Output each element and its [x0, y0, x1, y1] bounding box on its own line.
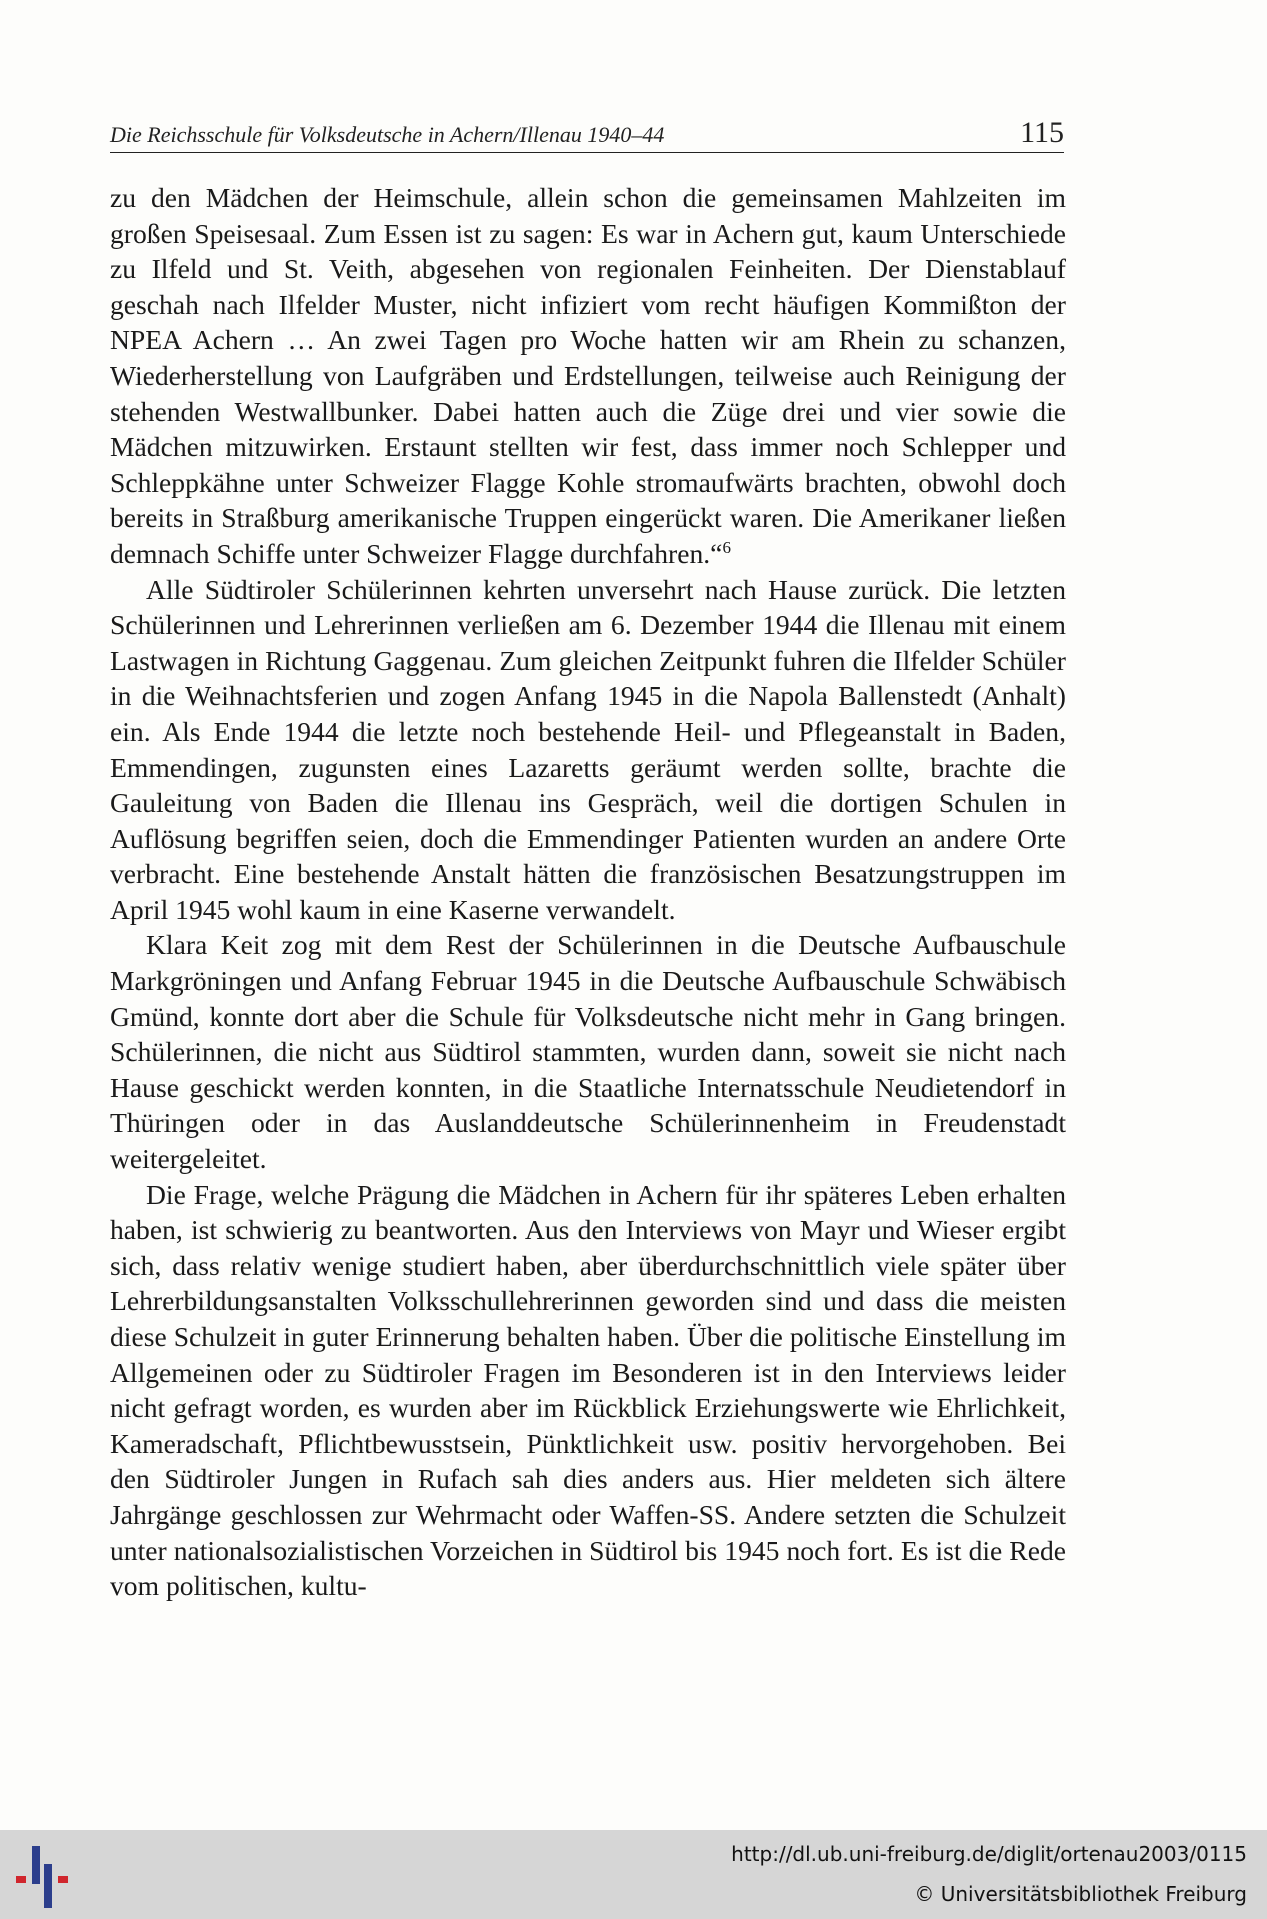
footnote-reference[interactable]: 6	[722, 537, 731, 557]
body-text	[110, 180, 1066, 1604]
source-url-link[interactable]: http://dl.ub.uni-freiburg.de/diglit/ortenau2003/0115	[731, 1842, 1247, 1866]
footer-band	[0, 1830, 1267, 1919]
running-header-title: Die Reichsschule für Volksdeutsche in Achern/Illenau 1940–44	[110, 122, 665, 147]
paragraph-3: Klara Keit zog mit dem Rest der Schülerinnen in die Deutsche Aufbauschule Markgröningen und Anfang Februar 1945 in die Deutsche Aufbauschule Schwäbisch Gmünd, konnte dort aber die Schule für Volksdeutsche nicht mehr in Gang bringen. Schülerinnen, die nicht aus Südtirol stammten, wurden dann, soweit sie nicht nach Hause geschickt werden konnten, in die Staatliche Internatsschule Neudietendorf in Thüringen oder in das Auslanddeutsche Schülerinnenheim in Freudenstadt weitergeleitet.	[110, 929, 1066, 1175]
copyright-notice: © Universitätsbibliothek Freiburg	[914, 1882, 1247, 1906]
paragraph-4: Die Frage, welche Prägung die Mädchen in Achern für ihr späteres Leben erhalten haben, ist schwierig zu beantworten. Aus den Interviews von Mayr und Wieser ergibt sich, dass relativ wenige studiert haben, aber überdurchschnittlich viele später über Lehrerbildungsanstalten Volksschullehrerinnen geworden sind und dass die meisten diese Schulzeit in guter Erinnerung behalten haben. Über die politische Einstellung im Allgemeinen oder zu Südtiroler Fragen im Besonderen ist in den Interviews leider nicht gefragt worden, es wurden aber im Rückblick Erziehungswerte wie Ehrlichkeit, Kameradschaft, Pflichtbewusstsein, Pünktlichkeit usw. positiv hervorgehoben. Bei den Südtiroler Jungen in Rufach sah dies anders aus. Hier meldeten sich ältere Jahrgänge geschlossen zur Wehrmacht oder Waffen-SS. Andere setzten die Schulzeit unter nationalsozialistischen Vorzeichen in Südtirol bis 1945 noch fort. Es ist die Rede vom politischen, kultu-	[110, 1178, 1066, 1602]
paragraph-1	[110, 180, 1066, 572]
paragraph-2: Alle Südtiroler Schülerinnen kehrten unversehrt nach Hause zurück. Die letzten Schülerinnen und Lehrerinnen verließen am 6. Dezember 1944 die Illenau mit einem Lastwagen in Richtung Gaggenau. Zum gleichen Zeitpunkt fuhren die Ilfelder Schüler in die Weihnachtsferien und zogen Anfang 1945 in die Napola Ballenstedt (Anhalt) ein. Als Ende 1944 die letzte noch bestehende Heil- und Pflegeanstalt in Baden, Emmendingen, zugunsten eines Lazaretts geräumt werden sollte, brachte die Gauleitung von Baden die Illenau ins Gespräch, weil die dortigen Schulen in Auflösung begriffen seien, doch die Emmendinger Patienten wurden an andere Orte verbracht. Eine bestehende Anstalt hätten die französischen Besatzungstruppen im April 1945 wohl kaum in eine Kaserne verwandelt.	[110, 573, 1066, 925]
page-number: 115	[1020, 116, 1064, 149]
ub-freiburg-logo-icon	[12, 1846, 82, 1908]
paragraph-1-text: zu den Mädchen der Heimschule, allein schon die gemeinsamen Mahlzeiten im großen Speisesaal. Zum Essen ist zu sagen: Es war in Achern gut, kaum Unterschiede zu Ilfeld und St. Veith, abgesehen von regionalen Feinheiten. Der Dienstablauf geschah nach Ilfelder Muster, nicht infiziert vom recht häufigen Kommißton der NPEA Achern … An zwei Tagen pro Woche hatten wir am Rhein zu schanzen, Wiederherstellung von Laufgräben und Erdstellungen, teilweise auch Reinigung der stehenden Westwallbunker. Dabei hatten auch die Züge drei und vier sowie die Mädchen mitzuwirken. Erstaunt stellten wir fest, dass immer noch Schlepper und Schleppkähne unter Schweizer Flagge Kohle stromaufwärts brachten, obwohl doch bereits in Straßburg amerikanische Truppen eingerückt waren. Die Amerikaner ließen demnach Schiffe unter Schweizer Flagge durchfahren.“	[110, 182, 1066, 569]
running-header	[110, 112, 1064, 153]
